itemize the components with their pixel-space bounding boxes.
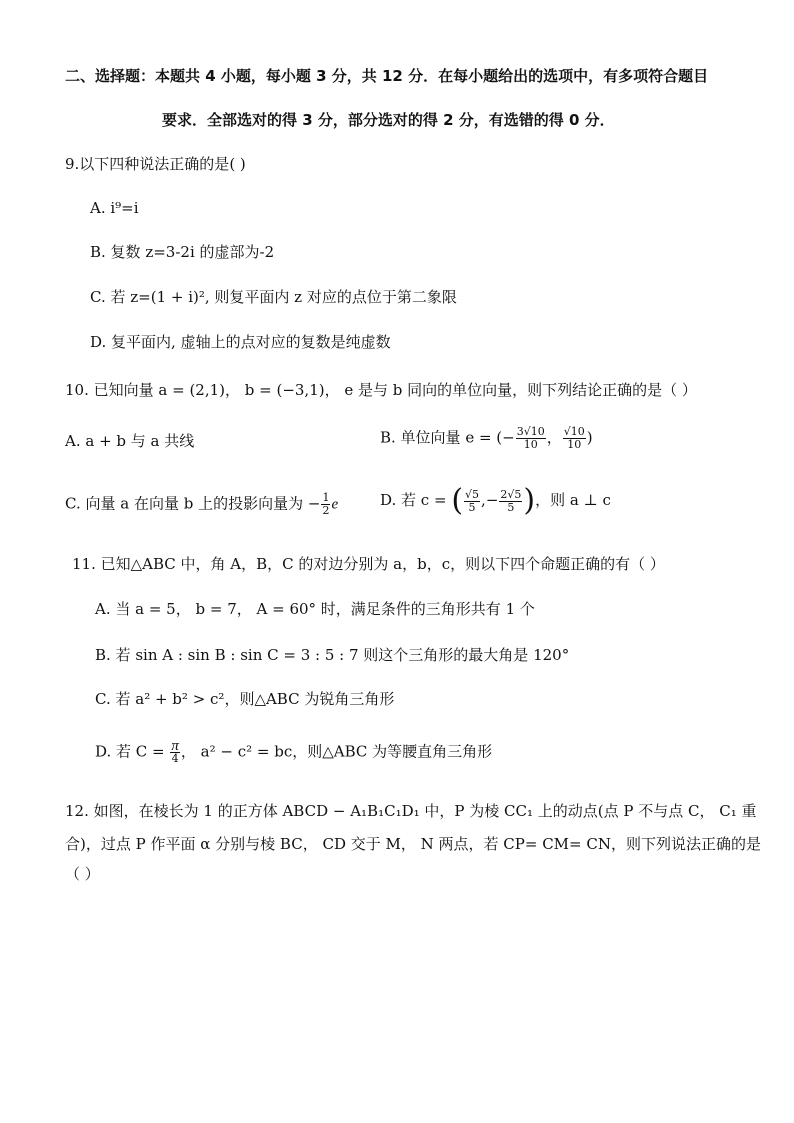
q12-answer-paren: （ ） (65, 865, 100, 883)
q10-c-fraction: $\frac{1}{2}$ (322, 491, 330, 517)
q10-option-c: C. 向量 a 在向量 b 上的投影向量为 − $\frac{1}{2}$ e (65, 491, 339, 517)
q11-stem: 11. 已知△ABC 中，角 A，B，C 的对边分别为 a，b，c，则以下四个命题正确的有（ ） (72, 555, 665, 573)
q10-b-fraction-2: $\frac{√10}{10}$ (563, 425, 585, 451)
q10-option-d: D. 若 c = ( $\frac{√5}{5}$ ,− $\frac{2√5}{5}$ )，则 a ⊥ c (380, 483, 611, 518)
q11-d-fraction: $\frac{\pi}{4}$ (171, 738, 179, 765)
q9-option-d: D. 复平面内, 虚轴上的点对应的复数是纯虚数 (90, 333, 391, 351)
q11-option-b: B. 若 sin A : sin B : sin C = 3 : 5 : 7 则这个三角形的最大角是 120° (95, 646, 570, 664)
q9-option-c: C. 若 z=(1 + i)², 则复平面内 z 对应的点位于第二象限 (90, 288, 457, 306)
q9-stem: 9.以下四种说法正确的是( ) (65, 155, 246, 173)
q10-d-fraction-1: $\frac{√5}{5}$ (465, 487, 480, 514)
q11-option-a: A. 当 a = 5， b = 7， A = 60° 时，满足条件的三角形共有 1 个 (95, 600, 535, 618)
q11-option-d: D. 若 C = $\frac{\pi}{4}$ ， a² − c² = bc，则△ABC 为等腰直角三角形 (95, 738, 493, 765)
q10-b-prefix: B. 单位向量 e = (− (380, 428, 515, 447)
q12-line2: 合)，过点 P 作平面 α 分别与棱 BC， CD 交于 M， N 两点，若 CP= CM= CN，则下列说法正确的是 (65, 835, 761, 853)
q9-option-a: A. i⁹=i (90, 199, 139, 217)
q10-option-b: B. 单位向量 e = (− $\frac{3√10}{10}$ ， $\frac{√10}{10}$ ) (380, 425, 593, 451)
section-header-line2: 要求．全部选对的得 3 分，部分选对的得 2 分，有选错的得 0 分． (162, 111, 615, 129)
q10-stem: 10. 已知向量 a = (2,1)， b = (−3,1)， e 是与 b 同向的单位向量，则下列结论正确的是（ ） (65, 381, 697, 399)
q12-line1: 12. 如图，在棱长为 1 的正方体 ABCD − A₁B₁C₁D₁ 中，P 为棱 CC₁ 上的动点(点 P 不与点 C， C₁ 重 (65, 802, 757, 820)
q9-option-b: B. 复数 z=3-2i 的虚部为-2 (90, 243, 275, 261)
section-header-line1: 二、选择题：本题共 4 小题，每小题 3 分，共 12 分．在每小题给出的选项中，有多项符合题目 (65, 67, 709, 85)
q10-d-fraction-2: $\frac{2√5}{5}$ (500, 487, 522, 514)
q10-b-fraction-1: $\frac{3√10}{10}$ (516, 425, 545, 451)
q11-option-c: C. 若 a² + b² > c²，则△ABC 为锐角三角形 (95, 690, 395, 708)
q10-option-a: A. a + b 与 a 共线 (65, 432, 195, 450)
